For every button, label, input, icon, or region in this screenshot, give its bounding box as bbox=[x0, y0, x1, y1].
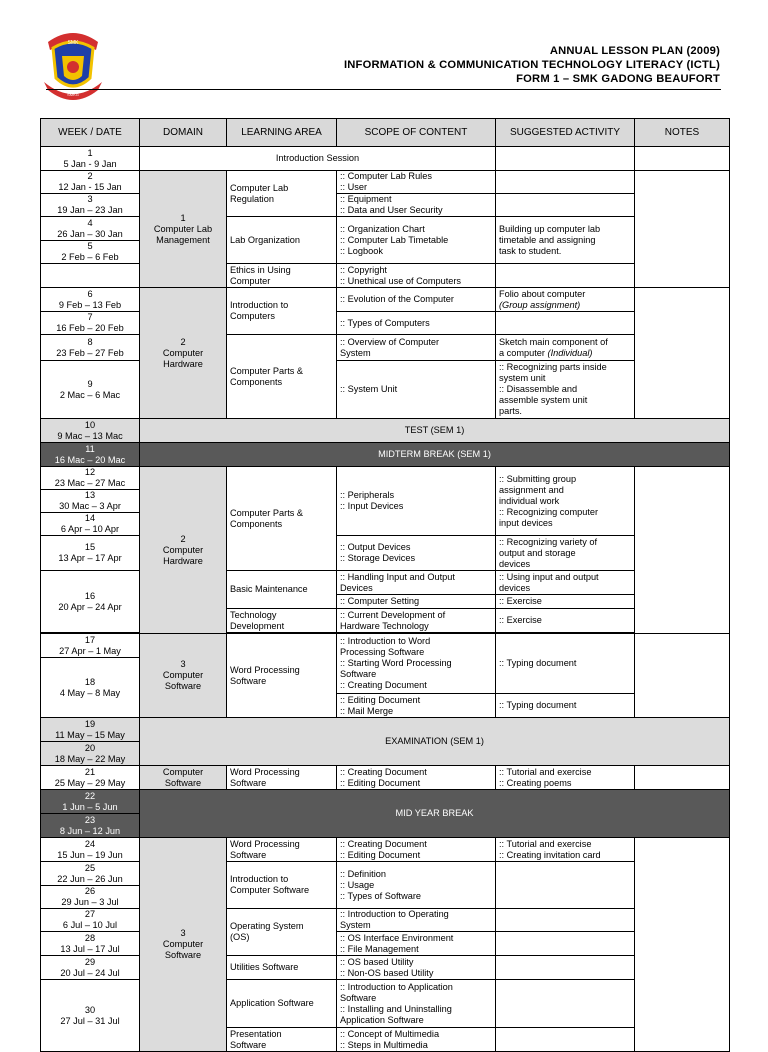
domain-cell: 3 Computer Software bbox=[140, 838, 227, 1052]
table-row bbox=[41, 634, 730, 658]
activity-cell: :: Typing document bbox=[496, 634, 635, 694]
session-cell: EXAMINATION (SEM 1) bbox=[140, 718, 730, 766]
week-cell: 3 19 Jan – 23 Jan bbox=[41, 194, 140, 217]
table-row bbox=[41, 147, 730, 171]
scope-cell: :: Current Development of Hardware Technology bbox=[337, 609, 496, 633]
column-header: SUGGESTED ACTIVITY bbox=[496, 119, 635, 147]
notes-cell bbox=[635, 467, 730, 634]
week-cell: 2 12 Jan - 15 Jan bbox=[41, 171, 140, 194]
scope-cell: :: Output Devices :: Storage Devices bbox=[337, 536, 496, 571]
activity-cell bbox=[496, 335, 635, 361]
header-rule bbox=[46, 89, 721, 90]
area-cell: Introduction to Computers bbox=[227, 288, 337, 335]
activity-cell: :: Using input and output devices bbox=[496, 571, 635, 595]
activity-cell: :: Recognizing parts inside system unit :: Disassemble and assemble system unit parts. bbox=[496, 361, 635, 419]
scope-cell: :: Concept of Multimedia :: Steps in Multimedia bbox=[337, 1028, 496, 1052]
activity-cell bbox=[496, 264, 635, 288]
table-row bbox=[41, 766, 730, 790]
area-cell: Word Processing Software bbox=[227, 766, 337, 790]
scope-cell: :: Computer Lab Rules :: User bbox=[337, 171, 496, 194]
scope-cell: :: Introduction to Word Processing Software :: Starting Word Processing Software :: Creating Document bbox=[337, 634, 496, 694]
area-cell: Introduction to Computer Software bbox=[227, 862, 337, 909]
activity-cell bbox=[496, 171, 635, 194]
activity-cell bbox=[496, 909, 635, 932]
area-cell: Technology Development bbox=[227, 609, 337, 633]
activity-cell: :: Recognizing variety of output and storage devices bbox=[496, 536, 635, 571]
week-cell bbox=[41, 264, 140, 288]
activity-text: Sketch main component of a computer bbox=[499, 336, 608, 358]
column-header: WEEK / DATE bbox=[41, 119, 140, 147]
scope-cell: :: Handling Input and Output Devices bbox=[337, 571, 496, 595]
scope-cell: :: Types of Computers bbox=[337, 312, 496, 335]
scope-cell: :: OS Interface Environment :: File Management bbox=[337, 932, 496, 956]
scope-cell: :: Definition :: Usage :: Types of Software bbox=[337, 862, 496, 909]
scope-cell: :: OS based Utility :: Non-OS based Utility bbox=[337, 956, 496, 980]
week-cell: 6 9 Feb – 13 Feb bbox=[41, 288, 140, 312]
week-cell: 25 22 Jun – 26 Jun bbox=[41, 862, 140, 886]
week-cell: 12 23 Mac – 27 Mac bbox=[41, 467, 140, 490]
week-cell: 28 13 Jul – 17 Jul bbox=[41, 932, 140, 956]
week-cell: 17 27 Apr – 1 May bbox=[41, 634, 140, 658]
table-header-row bbox=[41, 119, 730, 147]
lesson-plan-table bbox=[40, 118, 730, 1052]
table-row bbox=[41, 718, 730, 742]
table-row bbox=[41, 790, 730, 814]
column-header: DOMAIN bbox=[140, 119, 227, 147]
activity-cell bbox=[496, 956, 635, 980]
week-cell: 23 8 Jun – 12 Jun bbox=[41, 814, 140, 838]
scope-cell: :: Introduction to Operating System bbox=[337, 909, 496, 932]
notes-cell bbox=[635, 766, 730, 790]
week-cell: 26 29 Jun – 3 Jul bbox=[41, 886, 140, 909]
document-header bbox=[344, 44, 720, 86]
week-cell: 19 11 May – 15 May bbox=[41, 718, 140, 742]
notes-cell bbox=[635, 634, 730, 718]
activity-cell bbox=[496, 932, 635, 956]
table-row bbox=[41, 838, 730, 862]
scope-cell: :: Equipment :: Data and User Security bbox=[337, 194, 496, 217]
scope-cell: :: Computer Setting bbox=[337, 595, 496, 609]
activity-cell: :: Exercise bbox=[496, 609, 635, 633]
activity-text: Folio about computer bbox=[499, 288, 586, 299]
week-cell: 29 20 Jul – 24 Jul bbox=[41, 956, 140, 980]
area-cell: Presentation Software bbox=[227, 1028, 337, 1052]
scope-cell: :: Creating Document :: Editing Document bbox=[337, 766, 496, 790]
notes-cell bbox=[635, 288, 730, 419]
scope-cell: :: Evolution of the Computer bbox=[337, 288, 496, 312]
activity-cell: :: Tutorial and exercise :: Creating poems bbox=[496, 766, 635, 790]
activity-cell: :: Tutorial and exercise :: Creating invitation card bbox=[496, 838, 635, 862]
week-cell: 4 26 Jan – 30 Jan bbox=[41, 217, 140, 241]
notes-cell bbox=[635, 147, 730, 171]
domain-cell: 3 Computer Software bbox=[140, 634, 227, 718]
week-cell: 10 9 Mac – 13 Mac bbox=[41, 419, 140, 443]
session-cell: MID YEAR BREAK bbox=[140, 790, 730, 838]
week-cell: 24 15 Jun – 19 Jun bbox=[41, 838, 140, 862]
week-cell: 16 20 Apr – 24 Apr bbox=[41, 571, 140, 633]
column-header: SCOPE OF CONTENT bbox=[337, 119, 496, 147]
scope-cell: :: Peripherals :: Input Devices bbox=[337, 467, 496, 536]
table-row bbox=[41, 288, 730, 312]
activity-note: (Group assignment) bbox=[499, 299, 581, 310]
header-line-3: FORM 1 – SMK GADONG BEAUFORT bbox=[516, 73, 720, 85]
area-cell: Operating System (OS) bbox=[227, 909, 337, 956]
area-cell: Computer Lab Regulation bbox=[227, 171, 337, 217]
scope-cell: :: Overview of Computer System bbox=[337, 335, 496, 361]
area-cell: Lab Organization bbox=[227, 217, 337, 264]
domain-cell: 2 Computer Hardware bbox=[140, 467, 227, 634]
scope-cell: :: Editing Document :: Mail Merge bbox=[337, 694, 496, 718]
header-line-1: ANNUAL LESSON PLAN (2009) bbox=[549, 45, 720, 57]
area-cell: Computer Parts & Components bbox=[227, 467, 337, 571]
activity-cell: :: Submitting group assignment and individual work :: Recognizing computer input devices bbox=[496, 467, 635, 536]
column-header: LEARNING AREA bbox=[227, 119, 337, 147]
week-cell: 13 30 Mac – 3 Apr bbox=[41, 490, 140, 513]
week-cell: 11 16 Mac – 20 Mac bbox=[41, 443, 140, 467]
session-cell: TEST (SEM 1) bbox=[140, 419, 730, 443]
activity-cell bbox=[496, 288, 635, 312]
area-cell: Ethics in Using Computer bbox=[227, 264, 337, 288]
column-header: NOTES bbox=[635, 119, 730, 147]
session-cell: Introduction Session bbox=[140, 147, 496, 171]
activity-note: (Individual) bbox=[547, 347, 593, 358]
table-row bbox=[41, 171, 730, 194]
activity-cell bbox=[496, 980, 635, 1028]
domain-cell: 1 Computer Lab Management bbox=[140, 171, 227, 288]
area-cell: Basic Maintenance bbox=[227, 571, 337, 609]
scope-cell: :: System Unit bbox=[337, 361, 496, 419]
table-row bbox=[41, 443, 730, 467]
week-cell: 5 2 Feb – 6 Feb bbox=[41, 241, 140, 264]
scope-cell: :: Introduction to Application Software :: Installing and Uninstalling Application Software bbox=[337, 980, 496, 1028]
week-cell: 1 5 Jan - 9 Jan bbox=[41, 147, 140, 171]
svg-text:SMK: SMK bbox=[67, 40, 79, 46]
notes-cell bbox=[635, 838, 730, 1052]
activity-cell bbox=[496, 312, 635, 335]
activity-cell: :: Typing document bbox=[496, 694, 635, 718]
activity-cell bbox=[496, 147, 635, 171]
activity-cell bbox=[496, 1028, 635, 1052]
school-crest-icon bbox=[40, 24, 106, 102]
notes-cell bbox=[635, 171, 730, 288]
week-cell: 8 23 Feb – 27 Feb bbox=[41, 335, 140, 361]
week-cell: 22 1 Jun – 5 Jun bbox=[41, 790, 140, 814]
week-cell: 9 2 Mac – 6 Mac bbox=[41, 361, 140, 419]
table-row bbox=[41, 419, 730, 443]
activity-cell: Building up computer lab timetable and assigning task to student. bbox=[496, 217, 635, 264]
activity-cell: :: Exercise bbox=[496, 595, 635, 609]
scope-cell: :: Creating Document :: Editing Document bbox=[337, 838, 496, 862]
area-cell: Word Processing Software bbox=[227, 838, 337, 862]
week-cell: 30 27 Jul – 31 Jul bbox=[41, 980, 140, 1052]
table-row bbox=[41, 467, 730, 490]
week-cell: 21 25 May – 29 May bbox=[41, 766, 140, 790]
activity-cell bbox=[496, 862, 635, 909]
week-cell: 27 6 Jul – 10 Jul bbox=[41, 909, 140, 932]
area-cell: Utilities Software bbox=[227, 956, 337, 980]
scope-cell: :: Organization Chart :: Computer Lab Timetable :: Logbook bbox=[337, 217, 496, 264]
week-cell: 18 4 May – 8 May bbox=[41, 658, 140, 718]
activity-cell bbox=[496, 194, 635, 217]
area-cell: Word Processing Software bbox=[227, 634, 337, 718]
week-cell: 7 16 Feb – 20 Feb bbox=[41, 312, 140, 335]
week-cell: 20 18 May – 22 May bbox=[41, 742, 140, 766]
domain-cell: Computer Software bbox=[140, 766, 227, 790]
area-cell: Application Software bbox=[227, 980, 337, 1028]
session-cell: MIDTERM BREAK (SEM 1) bbox=[140, 443, 730, 467]
header-line-2: INFORMATION & COMMUNICATION TECHNOLOGY LITERACY (ICTL) bbox=[343, 59, 720, 71]
week-cell: 15 13 Apr – 17 Apr bbox=[41, 536, 140, 571]
svg-text:SMKG: SMKG bbox=[67, 92, 79, 97]
area-cell: Computer Parts & Components bbox=[227, 335, 337, 419]
scope-cell: :: Copyright :: Unethical use of Computers bbox=[337, 264, 496, 288]
week-cell: 14 6 Apr – 10 Apr bbox=[41, 513, 140, 536]
domain-cell: 2 Computer Hardware bbox=[140, 288, 227, 419]
